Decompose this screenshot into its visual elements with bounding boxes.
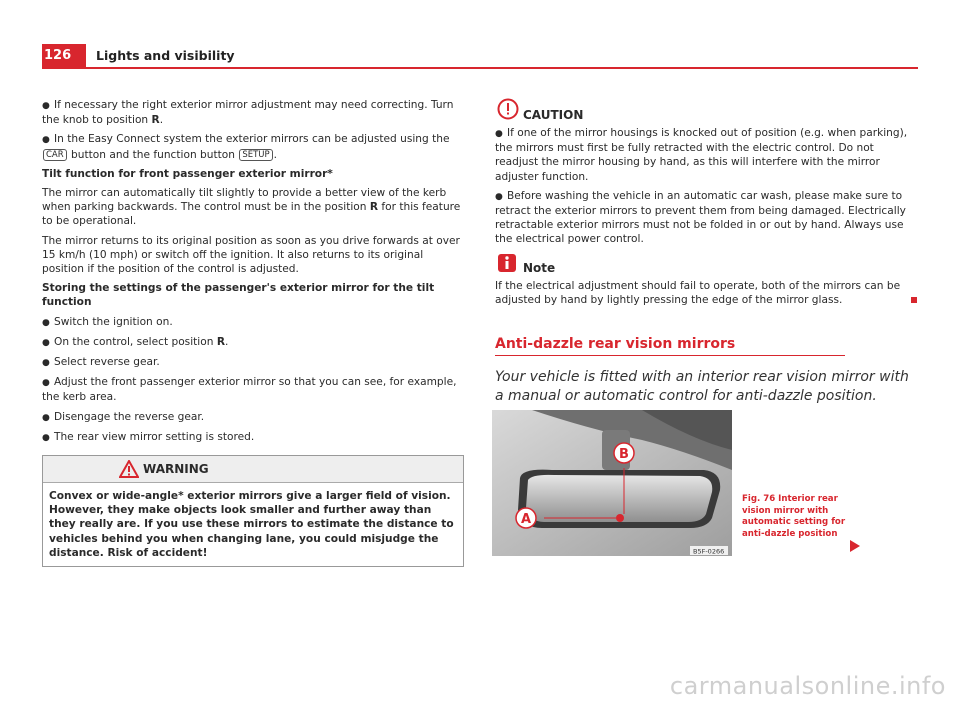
warning-triangle-icon	[119, 460, 139, 482]
warning-header	[43, 456, 463, 483]
rear-mirror-illustration	[492, 410, 732, 556]
car-button-key: CAR	[43, 149, 67, 161]
list-item: ● If necessary the right exterior mirror adjustment may need correcting. Turn the knob to position R.	[42, 99, 454, 127]
figure-label-b: B	[619, 447, 629, 462]
figure-code: B5F-0266	[693, 547, 725, 556]
figure-caption: Fig. 76 Interior rear vision mirror with automatic setting for anti-dazzle position	[742, 494, 846, 539]
note-text: If the electrical adjustment should fail to operate, both of the mirrors can be adjusted by hand by lightly pressing the edge of the mirror glass.	[495, 279, 917, 307]
note-info-icon	[497, 253, 517, 277]
figure-rear-mirror	[492, 410, 732, 556]
watermark: carmanualsonline.info	[669, 671, 946, 700]
list-item: ● In the Easy Connect system the exterior mirrors can be adjusted using the CAR button and the function button SETUP .	[42, 133, 450, 161]
section-intro: Your vehicle is fitted with an interior rear vision mirror with a manual or automatic control for anti-dazzle position.	[495, 369, 909, 405]
section-end-square-icon	[911, 297, 917, 303]
list-item: ● Select reverse gear.	[42, 356, 160, 369]
list-item: ● If one of the mirror housings is knocked out of position (e.g. when parking), the mirrors must first be fully retracted with the electric control. Do not readjust the mirror housing by hand, as this will interfere with the mirror adjuster function.	[495, 127, 908, 183]
list-item: ● Switch the ignition on.	[42, 315, 173, 328]
list-item: ● Disengage the reverse gear.	[42, 410, 205, 423]
warning-text: Convex or wide-angle* exterior mirrors give a larger field of vision. However, they make objects look smaller and further away than they really are. If you use these mirrors to estimate the distance to vehicles behind you when changing lane, you could misjudge the distance. Risk of accident!	[49, 490, 454, 559]
list-item: ● The rear view mirror setting is stored.	[42, 430, 255, 443]
section-rule	[495, 355, 845, 356]
list-item: ● Adjust the front passenger exterior mirror so that you can see, for example, the kerb area.	[42, 376, 457, 404]
caution-exclamation-icon	[497, 98, 519, 124]
page-number: 126	[44, 48, 72, 63]
header-rule	[42, 67, 918, 69]
note-title: Note	[523, 260, 556, 275]
figure-label-a: A	[521, 512, 532, 527]
warning-box	[42, 455, 464, 567]
caution-title: CAUTION	[523, 108, 584, 122]
caution-header	[495, 100, 917, 126]
setup-button-key: SETUP	[239, 149, 272, 161]
section-title: Anti-dazzle rear vision mirrors	[495, 336, 736, 353]
right-column	[495, 100, 917, 406]
subheading: Storing the settings of the passenger's exterior mirror for the tilt function	[42, 282, 435, 309]
paragraph: The mirror returns to its original position as soon as you drive forwards at over 15 km/h (10 mph) or switch off the ignition. It also returns to its original position if the position of the control is adjusted.	[42, 234, 460, 276]
page-header-title: Lights and visibility	[96, 48, 235, 63]
note-header	[495, 253, 917, 279]
list-item: ● On the control, select position R.	[42, 335, 229, 348]
paragraph: The mirror can automatically tilt slightly to provide a better view of the kerb when parking backwards. The control must be in the position R for this feature to be operational.	[42, 187, 461, 228]
left-column	[42, 98, 464, 567]
page-number-box	[42, 44, 86, 68]
list-item: ● Before washing the vehicle in an automatic car wash, please make sure to retract the exterior mirrors to prevent them from being damaged. Electrically retractable exterior mirrors must not be folded in or out by hand. Always use the electrical power control.	[495, 189, 906, 246]
continue-arrow-icon	[850, 540, 860, 556]
subheading: Tilt function for front passenger exterior mirror*	[42, 167, 333, 180]
warning-title: WARNING	[143, 462, 209, 477]
